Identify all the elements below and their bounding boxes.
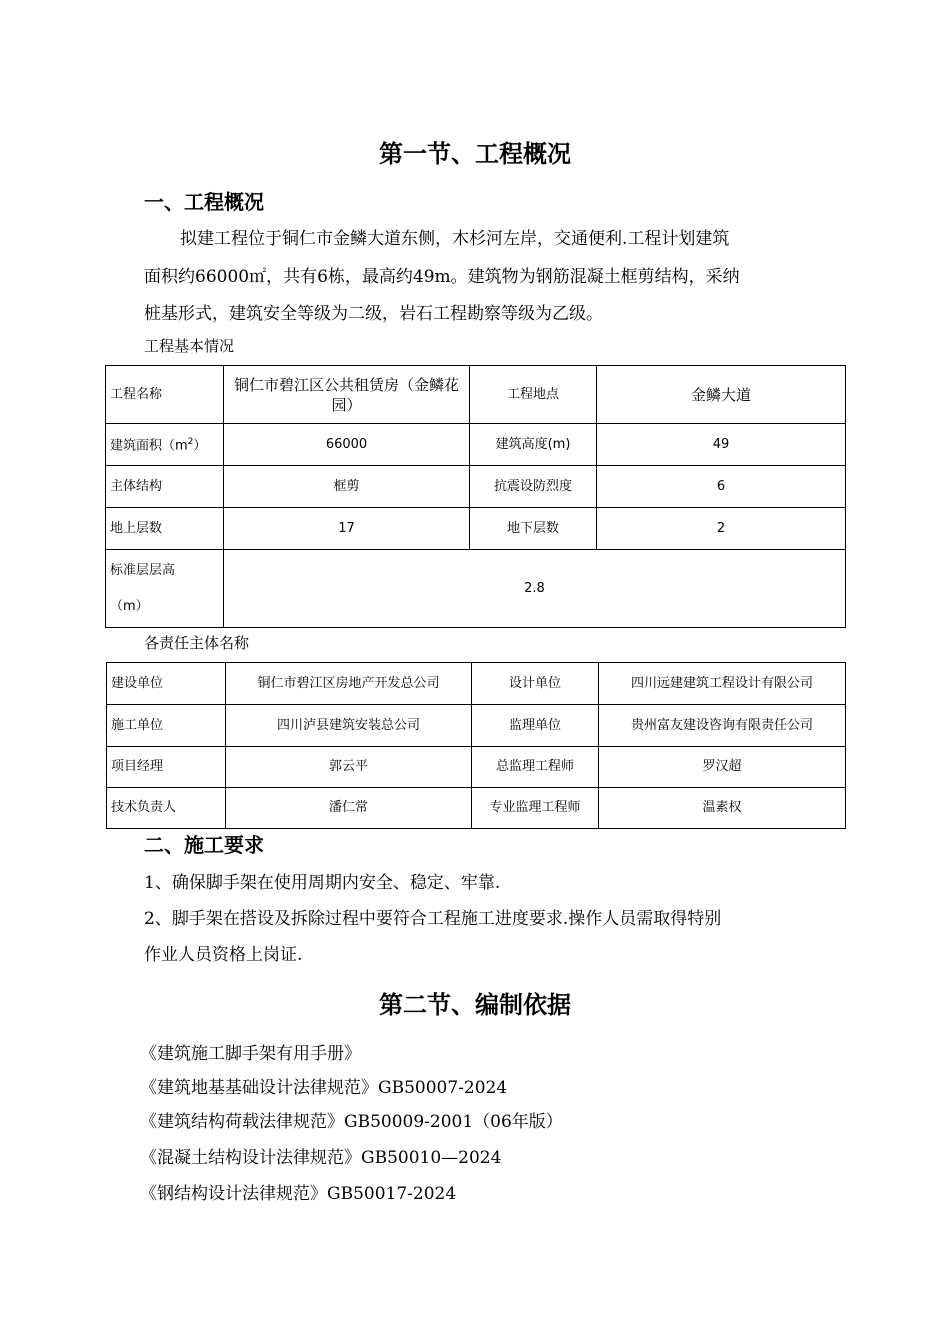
subsection-2-title: 二、施工要求: [144, 833, 264, 857]
reference-item: 《建筑施工脚手架有用手册》: [140, 1044, 361, 1064]
table-cell: 设计单位: [472, 663, 599, 705]
table-cell: 2.8: [224, 550, 846, 628]
requirement-line-3: 作业人员资格上岗证.: [144, 945, 303, 965]
table-cell: 郭云平: [226, 747, 472, 788]
table-cell: 地上层数: [106, 508, 224, 550]
table-row: [106, 424, 846, 466]
table-cell: 6: [597, 466, 846, 508]
project-basic-info-table: [105, 365, 846, 628]
table-cell: 17: [224, 508, 470, 550]
subsection-1-title: 一、工程概况: [144, 190, 264, 214]
table-cell: 技术负责人: [107, 788, 226, 829]
table-row: [107, 705, 846, 747]
table-cell: 罗汉超: [599, 747, 846, 788]
table-cell: 49: [597, 424, 846, 466]
reference-item: 《建筑地基基础设计法律规范》GB50007-2024: [140, 1078, 508, 1098]
superscript: 2: [187, 437, 194, 448]
table-cell: 四川泸县建筑安装总公司: [226, 705, 472, 747]
table-cell: 项目经理: [107, 747, 226, 788]
table-row: [107, 663, 846, 705]
section-1-title: 第一节、工程概况: [379, 139, 571, 168]
cell-text: （m）: [110, 598, 149, 614]
reference-item: 《混凝土结构设计法律规范》GB50010—2024: [140, 1148, 502, 1168]
table-row: [106, 550, 846, 628]
table-cell: 建设单位: [107, 663, 226, 705]
table-cell: 施工单位: [107, 705, 226, 747]
cell-text: 建筑面积（m: [110, 438, 188, 454]
table-cell: 地下层数: [470, 508, 597, 550]
reference-item: 《钢结构设计法律规范》GB50017-2024: [140, 1184, 457, 1204]
paragraph-line-3: 桩基形式，建筑安全等级为二级，岩石工程勘察等级为乙级。: [144, 304, 603, 324]
reference-item: 《建筑结构荷载法律规范》GB50009-2001（06年版）: [140, 1112, 563, 1132]
table-row: [107, 788, 846, 829]
responsible-parties-table: [106, 662, 846, 829]
table-row: [107, 747, 846, 788]
table-row: [106, 466, 846, 508]
table-cell: 建筑高度(m): [470, 424, 597, 466]
table-cell: 四川远建建筑工程设计有限公司: [599, 663, 846, 705]
table-2-caption: 各责任主体名称: [144, 634, 250, 652]
table-cell: 主体结构: [106, 466, 224, 508]
table-cell: 框剪: [224, 466, 470, 508]
table-cell: 金鳞大道: [597, 366, 846, 424]
table-row: [106, 508, 846, 550]
requirement-line-1: 1、确保脚手架在使用周期内安全、稳定、牢靠.: [144, 873, 501, 893]
table-cell: 潘仁常: [226, 788, 472, 829]
cell-text: 标准层层高: [110, 562, 176, 578]
paragraph-line-1: 拟建工程位于铜仁市金鳞大道东侧，木杉河左岸，交通便利.工程计划建筑: [180, 229, 730, 249]
table-cell: 总监理工程师: [472, 747, 599, 788]
table-cell: 铜仁市碧江区房地产开发总公司: [226, 663, 472, 705]
table-cell: 铜仁市碧江区公共租赁房（金鳞花园）: [224, 366, 470, 424]
section-2-title: 第二节、编制依据: [379, 990, 571, 1019]
table-1-caption: 工程基本情况: [144, 337, 235, 355]
table-cell: 监理单位: [472, 705, 599, 747]
table-cell: 2: [597, 508, 846, 550]
table-cell: 66000: [224, 424, 470, 466]
paragraph-line-2: 面积约66000㎡，共有6栋，最高约49m。建筑物为钢筋混凝土框剪结构，采纳: [144, 267, 740, 287]
table-cell: [106, 424, 224, 466]
table-cell: 专业监理工程师: [472, 788, 599, 829]
table-cell: 工程地点: [470, 366, 597, 424]
table-row: [106, 366, 846, 424]
table-cell: 贵州富友建设咨询有限责任公司: [599, 705, 846, 747]
table-cell: 温素权: [599, 788, 846, 829]
requirement-line-2: 2、脚手架在搭设及拆除过程中要符合工程施工进度要求.操作人员需取得特别: [144, 909, 722, 929]
cell-text: ）: [193, 438, 207, 454]
table-cell: 工程名称: [106, 366, 224, 424]
table-cell: 抗震设防烈度: [470, 466, 597, 508]
table-cell: [106, 550, 224, 628]
